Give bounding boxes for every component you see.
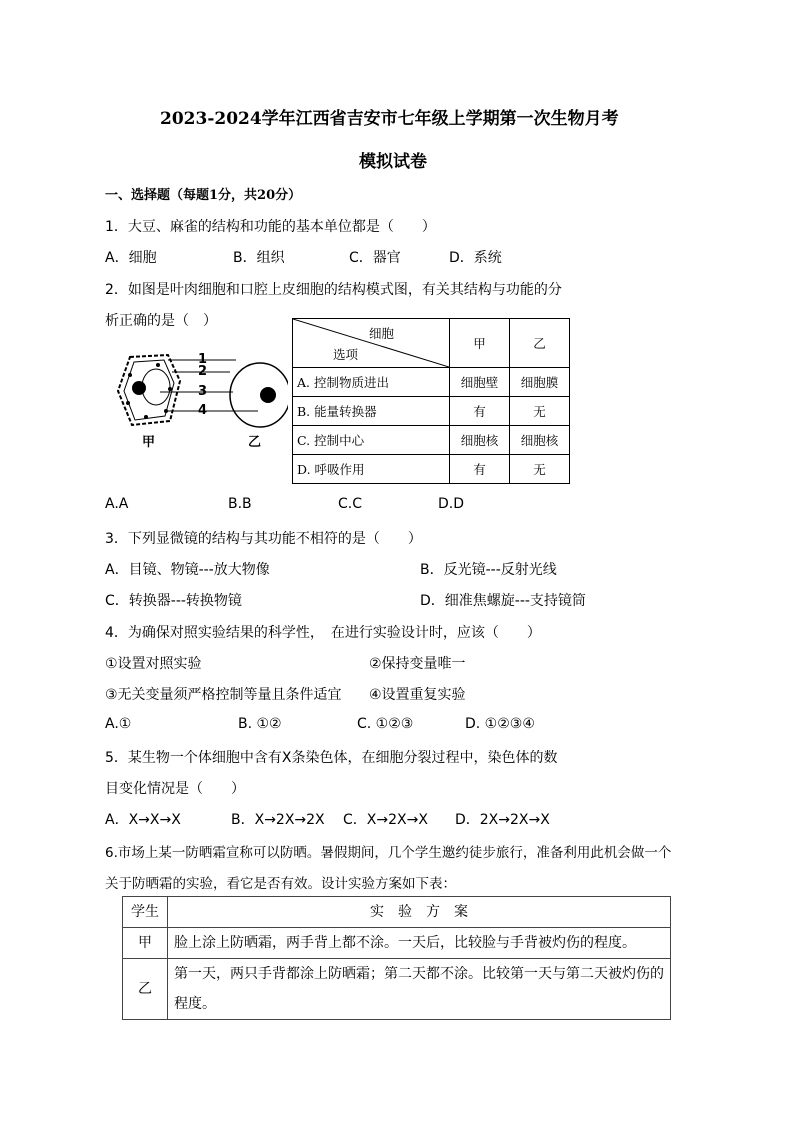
q1-stem: 1．大豆、麻雀的结构和功能的基本单位都是（ ）: [105, 219, 436, 235]
table-diagonal-header: [293, 319, 450, 368]
figure-caption-yi: 乙: [248, 435, 262, 450]
q2-option-c[interactable]: C.C: [338, 496, 363, 512]
q4-item-3: ③无关变量须严格控制等量且条件适宜: [105, 687, 342, 703]
row-option: D. 呼吸作用: [293, 455, 450, 484]
row-value-yi: 细胞核: [510, 426, 570, 455]
q4-item-1: ①设置对照实验: [105, 656, 202, 672]
q3-option-c[interactable]: C．转换器---转换物镜: [105, 593, 242, 609]
row-value-yi: 无: [510, 455, 570, 484]
row-value-jia: 有: [450, 397, 510, 426]
q4-item-2: ②保持变量唯一: [369, 656, 466, 672]
q5-option-c[interactable]: C．X→2X→X: [343, 812, 428, 828]
q2-stem-line2: 析正确的是（ ）: [105, 313, 217, 329]
plant-cell-nucleus: [132, 381, 146, 395]
table-row: [293, 426, 570, 455]
q3-option-d[interactable]: D．细准焦螺旋---支持镜筒: [420, 593, 586, 609]
vacuole: [142, 369, 170, 405]
table-row: [293, 368, 570, 397]
figure-label-4: 4: [198, 403, 208, 418]
row-value-yi: 细胞膜: [510, 368, 570, 397]
animal-cell: [230, 363, 288, 427]
q5-option-b[interactable]: B．X→2X→2X: [231, 812, 325, 828]
q1-option-c[interactable]: C．器官: [349, 250, 401, 266]
figure-label-2: 2: [198, 364, 208, 379]
q5-stem-line1: 5．某生物一个体细胞中含有X条染色体，在细胞分裂过程中，染色体的数: [105, 750, 558, 766]
header-cell-label: 细胞: [369, 326, 395, 341]
q5-stem-line2: 目变化情况是（ ）: [105, 781, 245, 797]
q5-option-a[interactable]: A．X→X→X: [105, 812, 181, 828]
row-plan: 第一天，两只手背都涂上防晒霜；第二天都不涂。比较第一天与第二天被灼伤的程度。: [168, 959, 671, 1020]
q1-option-d[interactable]: D．系统: [449, 250, 502, 266]
table-row: [293, 397, 570, 426]
row-option: B. 能量转换器: [293, 397, 450, 426]
q1-option-a[interactable]: A．细胞: [105, 250, 157, 266]
q4-option-b[interactable]: B. ①②: [238, 716, 282, 732]
figure-label-1: 1: [198, 352, 208, 367]
header-student: 学生: [123, 897, 168, 928]
row-option: A. 控制物质进出: [293, 368, 450, 397]
header-col-yi: 乙: [510, 319, 570, 368]
header-plan: 实 验 方 案: [168, 897, 671, 928]
q3-stem: 3．下列显微镜的结构与其功能不相符的是（ ）: [105, 531, 422, 547]
row-option: C. 控制中心: [293, 426, 450, 455]
figure-label-3: 3: [198, 384, 208, 399]
q4-option-c[interactable]: C. ①②③: [357, 716, 414, 732]
q5-option-d[interactable]: D．2X→2X→X: [455, 812, 550, 828]
q2-option-a[interactable]: A.A: [105, 496, 129, 512]
row-student: 乙: [123, 959, 168, 1020]
q1-option-b[interactable]: B．组织: [233, 250, 285, 266]
q2-option-d[interactable]: D.D: [438, 496, 465, 512]
table-row: [123, 959, 671, 1020]
row-value-jia: 有: [450, 455, 510, 484]
q6-experiment-table: [122, 896, 671, 1020]
page-title: 2023-2024学年江西省吉安市七年级上学期第一次生物月考: [160, 109, 619, 129]
cell-structure-figure: [108, 345, 288, 450]
q4-item-4: ④设置重复实验: [369, 687, 466, 703]
q6-stem-line2: 关于防晒霜的实验，看它是否有效。设计实验方案如下表：: [105, 876, 456, 892]
q4-option-a[interactable]: A.①: [105, 716, 132, 732]
figure-caption-jia: 甲: [142, 435, 156, 450]
row-value-jia: 细胞核: [450, 426, 510, 455]
page-subtitle: 模拟试卷: [359, 152, 427, 172]
q6-stem-line1: 6.市场上某一防晒霜宣称可以防晒。暑假期间，几个学生邀约徒步旅行，准备利用此机会做一个: [105, 845, 672, 861]
table-row: [123, 928, 671, 959]
row-value-jia: 细胞壁: [450, 368, 510, 397]
q2-option-b[interactable]: B.B: [228, 496, 252, 512]
q3-option-a[interactable]: A．目镜、物镜---放大物像: [105, 562, 270, 578]
animal-cell-nucleus: [260, 387, 276, 403]
row-value-yi: 无: [510, 397, 570, 426]
q2-stem-line1: 2．如图是叶肉细胞和口腔上皮细胞的结构模式图，有关其结构与功能的分: [105, 282, 562, 298]
q4-stem: 4．为确保对照实验结果的科学性， 在进行实验设计时，应该（ ）: [105, 625, 541, 641]
header-col-jia: 甲: [450, 319, 510, 368]
header-option-label: 选项: [333, 347, 359, 362]
row-student: 甲: [123, 928, 168, 959]
table-row: [293, 455, 570, 484]
q3-option-b[interactable]: B．反光镜---反射光线: [420, 562, 557, 578]
q4-option-d[interactable]: D. ①②③④: [465, 716, 535, 732]
section-heading: 一、选择题（每题1分，共20分）: [105, 188, 302, 203]
q2-comparison-table: [292, 318, 570, 484]
row-plan: 脸上涂上防晒霜，两手背上都不涂。一天后，比较脸与手背被灼伤的程度。: [168, 928, 671, 959]
